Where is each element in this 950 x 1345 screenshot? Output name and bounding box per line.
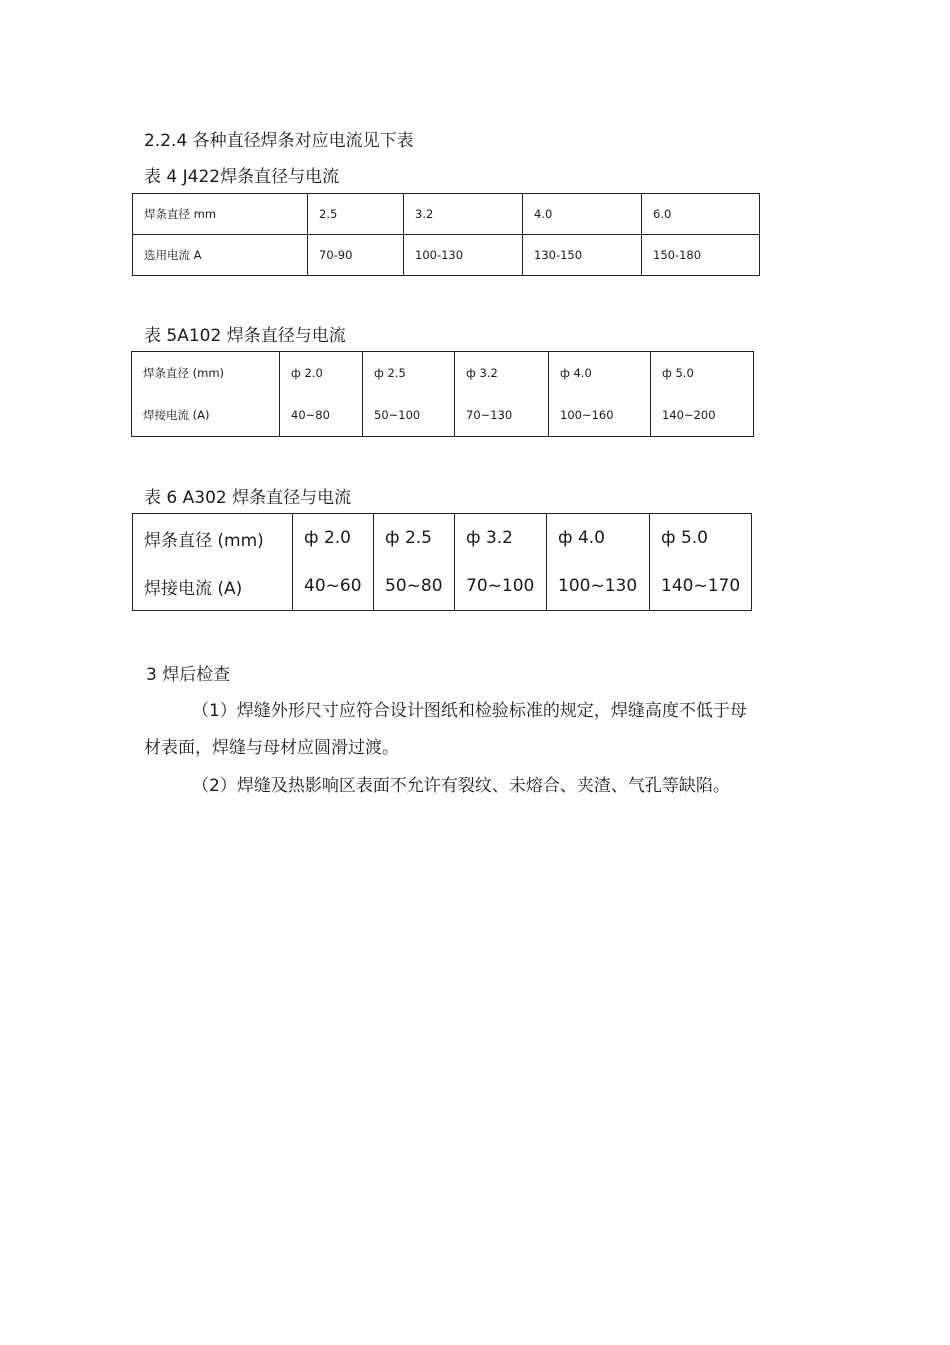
section-title: 3 焊后检查 xyxy=(146,665,231,685)
table-cell: ф 2.5 xyxy=(363,352,455,395)
table-cell: 焊接电流 (A) xyxy=(133,562,293,611)
table-cell: 70-90 xyxy=(308,235,404,276)
table-cell: ф 4.0 xyxy=(549,352,651,395)
table-row xyxy=(133,194,760,235)
table-row xyxy=(133,514,752,563)
table-cell: ф 5.0 xyxy=(650,514,752,563)
table-cell: ф 2.5 xyxy=(374,514,455,563)
table-cell: 140~170 xyxy=(650,562,752,611)
table-row xyxy=(132,394,754,437)
table-cell: 70~100 xyxy=(455,562,547,611)
table-cell: 100-130 xyxy=(404,235,523,276)
table-cell: 130-150 xyxy=(523,235,642,276)
table5-caption: 表 5A102 焊条直径与电流 xyxy=(144,326,346,346)
table-cell: ф 2.0 xyxy=(293,514,374,563)
table-cell: 100~130 xyxy=(547,562,650,611)
table-cell: ф 2.0 xyxy=(280,352,363,395)
table-cell: 4.0 xyxy=(523,194,642,235)
table-cell: 40~80 xyxy=(280,394,363,437)
table-cell: 3.2 xyxy=(404,194,523,235)
table-cell: ф 3.2 xyxy=(455,514,547,563)
table-cell: 70~130 xyxy=(455,394,549,437)
table4-j422 xyxy=(132,193,760,276)
table-cell: 2.5 xyxy=(308,194,404,235)
table5-a102 xyxy=(131,351,754,437)
table-cell: 焊条直径 (mm) xyxy=(132,352,280,395)
table-row xyxy=(133,562,752,611)
table-cell: 100~160 xyxy=(549,394,651,437)
paragraph-1-line-1: （1）焊缝外形尺寸应符合设计图纸和检验标准的规定，焊缝高度不低于母 xyxy=(192,701,747,721)
table-row xyxy=(132,352,754,395)
table6-caption: 表 6 A302 焊条直径与电流 xyxy=(144,488,352,508)
table-row xyxy=(133,235,760,276)
table-cell: ф 4.0 xyxy=(547,514,650,563)
paragraph-1-line-2: 材表面，焊缝与母材应圆滑过渡。 xyxy=(144,738,399,758)
table-cell: 选用电流 A xyxy=(133,235,308,276)
table-cell: 140~200 xyxy=(651,394,754,437)
table-cell: 6.0 xyxy=(642,194,760,235)
table-cell: 40~60 xyxy=(293,562,374,611)
paragraph-2: （2）焊缝及热影响区表面不允许有裂纹、未熔合、夹渣、气孔等缺陷。 xyxy=(192,776,730,796)
table-cell: 50~100 xyxy=(363,394,455,437)
table-cell: 150-180 xyxy=(642,235,760,276)
table4-caption: 表 4 J422焊条直径与电流 xyxy=(144,167,340,187)
table-cell: ф 5.0 xyxy=(651,352,754,395)
table-cell: 50~80 xyxy=(374,562,455,611)
table-cell: ф 3.2 xyxy=(455,352,549,395)
table-cell: 焊条直径 mm xyxy=(133,194,308,235)
section-heading: 2.2.4 各种直径焊条对应电流见下表 xyxy=(144,131,414,151)
table-cell: 焊条直径 (mm) xyxy=(133,514,293,563)
table6-a302 xyxy=(132,513,752,611)
table-cell: 焊接电流 (A) xyxy=(132,394,280,437)
